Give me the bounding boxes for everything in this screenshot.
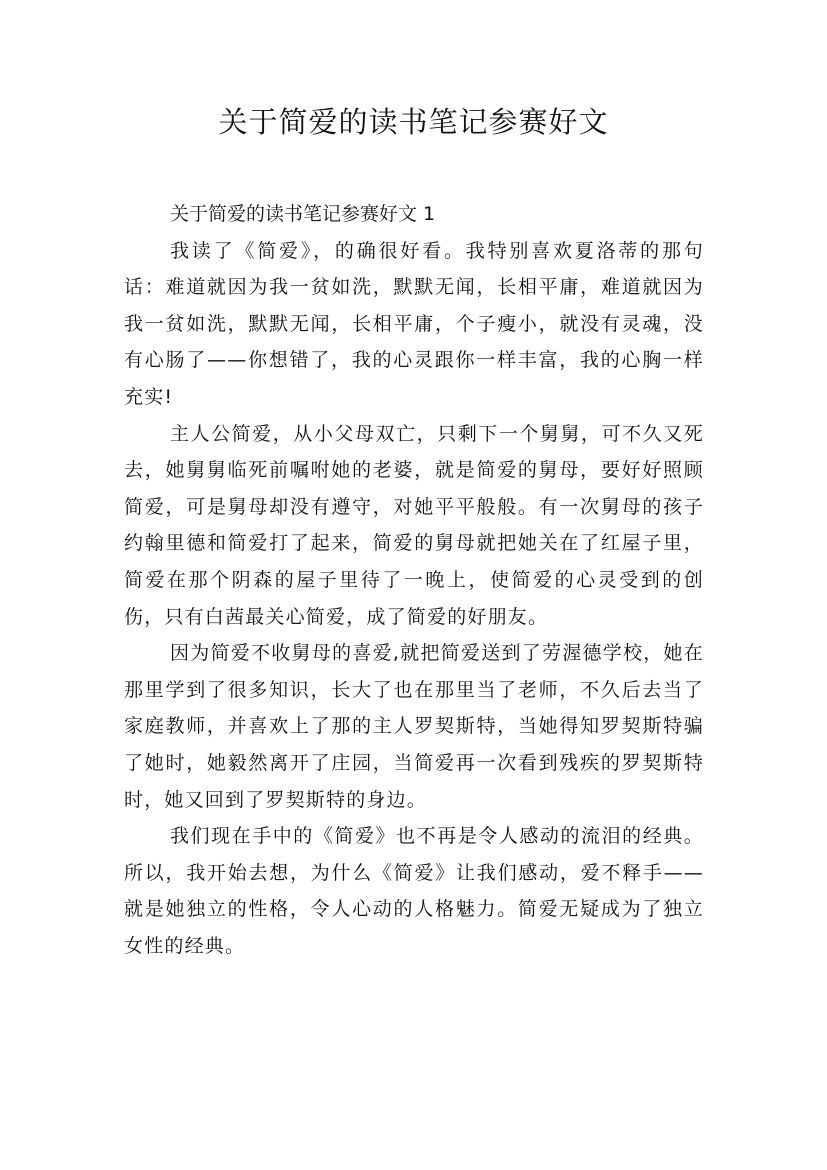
document-title: 关于简爱的读书笔记参赛好文 — [218, 105, 609, 139]
section-subheading: 关于简爱的读书笔记参赛好文 1 — [170, 203, 436, 225]
paragraph-2: 主人公简爱，从小父母双亡，只剩下一个舅舅，可不久又死去，她舅舅临死前嘱咐她的老婆，就是简爱的舅母，要好好照顾简爱，可是舅母却没有遵守，对她平平般般。有一次舅母的孩子约翰里德和简爱打了起来，简爱的舅母就把她关在了红屋子里，简爱在那个阴森的屋子里待了一晚上，使简爱的心灵受到的创伤，只有白茜最关心简爱，成了简爱的好朋友。 — [124, 422, 704, 628]
document-body — [124, 196, 704, 964]
paragraph-4: 我们现在手中的《简爱》也不再是令人感动的流泪的经典。所以，我开始去想，为什么《简爱》让我们感动，爱不释手——就是她独立的性格，令人心动的人格魅力。简爱无疑成为了独立女性的经典。 — [124, 825, 704, 957]
paragraph-3: 因为简爱不收舅母的喜爱,就把简爱送到了劳渥德学校，她在那里学到了很多知识，长大了也在那里当了老师，不久后去当了家庭教师，并喜欢上了那的主人罗契斯特，当她得知罗契斯特骗了她时，她毅然离开了庄园，当简爱再一次看到残疾的罗契斯特时，她又回到了罗契斯特的身边。 — [124, 642, 704, 811]
paragraph-1: 我读了《简爱》，的确很好看。我特别喜欢夏洛蒂的那句话：难道就因为我一贫如洗，默默无闻，长相平庸，难道就因为我一贫如洗，默默无闻，长相平庸，个子瘦小，就没有灵魂，没有心肠了——你想错了，我的心灵跟你一样丰富，我的心胸一样充实! — [124, 239, 704, 408]
